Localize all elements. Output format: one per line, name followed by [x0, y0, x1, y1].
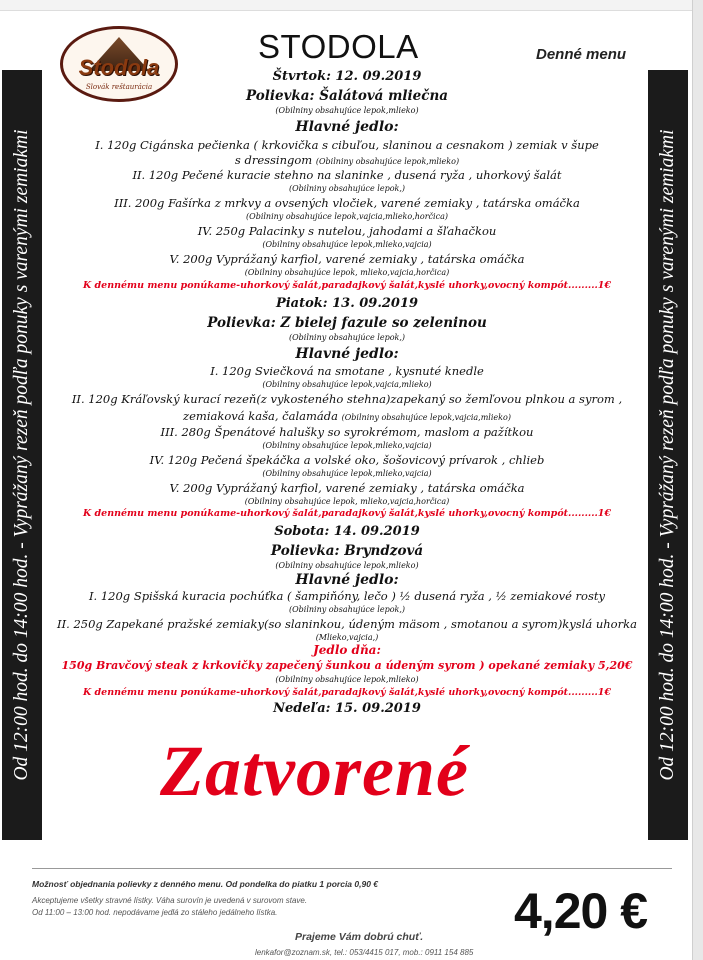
- menu-item: III. 280g Špenátové halušky so syrokrémom, maslom a pažítkou: [160, 425, 534, 439]
- logo-text: Stodola: [78, 55, 160, 80]
- closed-notice: Zatvorené: [160, 731, 469, 811]
- contact-info: lenkafor@zoznam.sk, tel.: 053/4415 017, mob.: 0911 154 885: [255, 948, 474, 957]
- logo-subtitle: Slovák reštaurácia: [85, 83, 153, 91]
- soup: Polievka: Šalátová mliečna: [245, 88, 449, 104]
- side-offer: K dennému menu ponúkame-uhorkový šalát,paradajkový šalát,kyslé uhorky,ovocný kompót.........1€: [82, 687, 612, 698]
- menu-item: II. 250g Zapekané pražské zemiaky(so slaninkou, údeným mäsom , smotanou a syrom)kyslá uhorka: [57, 617, 637, 631]
- restaurant-title: STODOLA: [258, 28, 419, 65]
- day-date: Štvrtok: 12. 09.2019: [272, 69, 422, 84]
- menu-item: II. 120g Kráľovský kurací rezeň(z vykosteného stehna)zapekaný so žemľovou plnkou a syrom ,: [71, 392, 623, 406]
- page-edge: [692, 0, 703, 960]
- menu-item: I. 120g Sviečková na smotane , kysnuté knedle: [210, 364, 484, 378]
- special-heading: Jedlo dňa:: [313, 643, 381, 657]
- item-allergens: (Obilniny obsahujúce lepok,mlieko,vajcia): [262, 441, 432, 450]
- menu-price: 4,20 €: [514, 883, 648, 939]
- item-allergens: (Obilniny obsahujúce lepok,vajcia,mlieko,horčica): [246, 212, 448, 221]
- menu-item: IV. 120g Pečená špekáčka a volské oko, šošovicový prívarok , chlieb: [149, 453, 545, 467]
- right-side-band: [648, 70, 688, 840]
- item-allergens: (Obilniny obsahujúce lepok,): [288, 605, 406, 614]
- soup-allergens: (Obilniny obsahujúce lepok,mlieko): [275, 561, 419, 570]
- soup-allergens: (Obilniny obsahujúce lepok,): [288, 333, 406, 342]
- soup: Polievka: Z bielej fazule so zeleninou: [207, 315, 487, 331]
- menu-item: V. 200g Vyprážaný karfiol, varené zemiaky , tatárska omáčka: [169, 481, 525, 495]
- daily-special: 150g Bravčový steak z krkovičky zapečený šunkou a údeným syrom ) opekané zemiaky 5,20€: [61, 659, 633, 672]
- top-bar: [0, 0, 703, 11]
- side-offer: K dennému menu ponúkame-uhorkový šalát,paradajkový šalát,kyslé uhorky,ovocný kompót.........1€: [82, 508, 612, 519]
- menu-item: I. 120g Cigánska pečienka ( krkovička s cibuľou, slaninou a cesnakom ) zemiak v šupe: [95, 138, 599, 152]
- day-date: Nedeľa: 15. 09.2019: [273, 701, 421, 716]
- left-side-text: Od 12:00 hod. do 14:00 hod. - Vyprážaný rezeň podľa ponuky s varenými zemiakmi: [11, 129, 32, 781]
- menu-item-cont: s dressingom (Obilniny obsahujúce lepok,mlieko): [234, 153, 460, 167]
- side-offer: K dennému menu ponúkame-uhorkový šalát,paradajkový šalát,kyslé uhorky,ovocný kompót.........1€: [82, 280, 612, 291]
- menu-item: II. 120g Pečené kuracie stehno na slaninke , dusená ryža , uhorkový šalát: [132, 168, 562, 182]
- footer-divider: [32, 868, 672, 869]
- menu-item-cont: zemiaková kaša, čalamáda (Obilniny obsahujúce lepok,vajcia,mlieko): [183, 409, 511, 423]
- item-allergens: (Obilniny obsahujúce lepok, mlieko,vajcia,horčica): [244, 497, 450, 506]
- vouchers-note: Akceptujeme všetky stravné lístky. Váha surovín je uvedená v surovom stave.: [32, 896, 308, 905]
- day-date: Sobota: 14. 09.2019: [274, 524, 420, 539]
- menu-item: III. 200g Fašírka z mrkvy a ovsených vločiek, varené zemiaky , tatárska omáčka: [114, 196, 580, 210]
- main-heading: Hlavné jedlo:: [295, 346, 399, 362]
- main-heading: Hlavné jedlo:: [295, 119, 399, 135]
- greeting: Prajeme Vám dobrú chuť.: [295, 931, 424, 943]
- soup: Polievka: Bryndzová: [270, 543, 424, 559]
- item-allergens: (Obilniny obsahujúce lepok,mlieko,vajcia): [262, 469, 432, 478]
- item-allergens: (Obilniny obsahujúce lepok,): [288, 184, 406, 193]
- menu-item: V. 200g Vyprážaný karfiol, varené zemiaky , tatárska omáčka: [169, 252, 525, 266]
- item-allergens: (Mlieko,vajcia,): [315, 633, 379, 642]
- item-allergens: (Obilniny obsahujúce lepok,mlieko,vajcia): [262, 240, 432, 249]
- item-allergens: (Obilniny obsahujúce lepok, mlieko,vajcia,horčica): [244, 268, 450, 277]
- special-allergens: (Obilniny obsahujúce lepok,mlieko): [275, 675, 419, 684]
- left-side-band: [2, 70, 42, 840]
- menu-item: I. 120g Spišská kuracia pochúťka ( šampiňóny, lečo ) ½ dusená ryža , ½ zemiakové rosty: [89, 589, 605, 603]
- menu-subtitle: Denné menu: [536, 46, 627, 63]
- soup-allergens: (Obilniny obsahujúce lepok,mlieko): [275, 106, 419, 115]
- menu-item: IV. 250g Palacinky s nutelou, jahodami a šľahačkou: [197, 224, 497, 238]
- soup-order-note: Možnosť objednania polievky z denného menu. Od pondelka do piatku 1 porcia 0,90 €: [32, 879, 379, 889]
- right-side-text: Od 12:00 hod. do 14:00 hod. - Vyprážaný rezeň podľa ponuky s varenými zemiakmi: [657, 129, 678, 781]
- hours-note: Od 11:00 – 13:00 hod. nepodávame jedlá zo stáleho jedálneho lístka.: [32, 908, 278, 917]
- item-allergens: (Obilniny obsahujúce lepok,vajcia,mlieko): [262, 380, 432, 389]
- main-heading: Hlavné jedlo:: [295, 572, 399, 588]
- day-date: Piatok: 13. 09.2019: [275, 296, 419, 311]
